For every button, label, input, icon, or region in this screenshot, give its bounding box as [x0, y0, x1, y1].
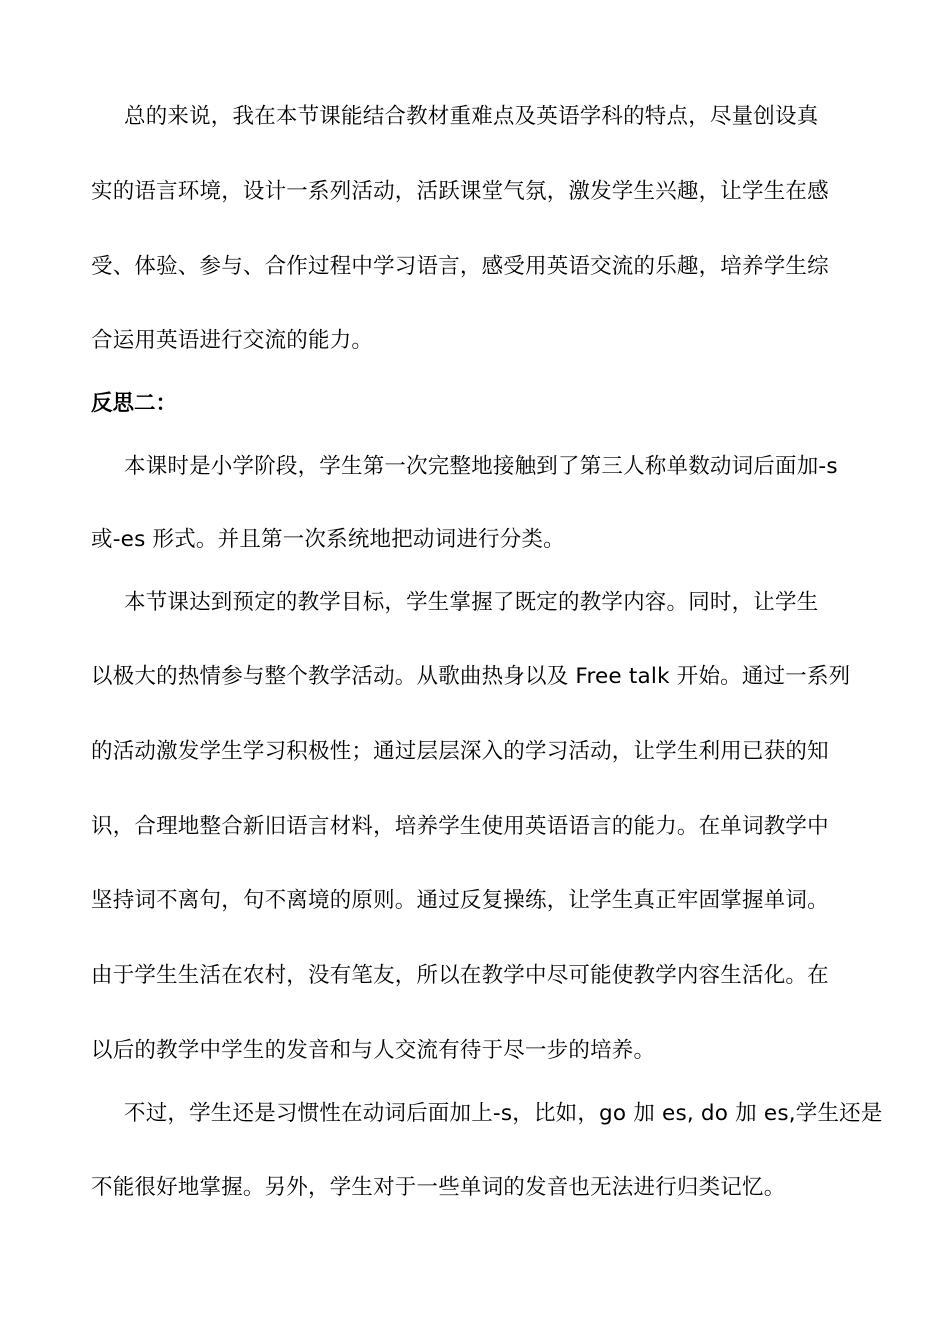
summary-line-3: 受、体验、参与、合作过程中学习语言，感受用英语交流的乐趣，培养学生综: [91, 254, 829, 279]
problems-line-2: 不能很好地掌握。另外，学生对于一些单词的发音也无法进行归类记忆。: [91, 1175, 786, 1200]
lesson-line-2: 或-es 形式。并且第一次系统地把动词进行分类。: [91, 527, 565, 552]
goals-line-4: 识，合理地整合新旧语言材料，培养学生使用英语语言的能力。在单词教学中: [91, 814, 829, 839]
goals-line-5: 坚持词不离句，句不离境的原则。通过反复操练，让学生真正牢固掌握单词。: [91, 888, 829, 913]
goals-line-6: 由于学生生活在农村，没有笔友，所以在教学中尽可能使教学内容生活化。在: [91, 963, 829, 988]
summary-line-4: 合运用英语进行交流的能力。: [91, 328, 374, 353]
problems-line-1: 不过，学生还是习惯性在动词后面加上-s，比如，go 加 es, do 加 es,学生还是: [124, 1101, 883, 1126]
summary-line-1: 总的来说，我在本节课能结合教材重难点及英语学科的特点，尽量创设真: [124, 104, 819, 129]
goals-line-1: 本节课达到预定的教学目标，学生掌握了既定的教学内容。同时，让学生: [124, 590, 819, 615]
goals-line-2: 以极大的热情参与整个教学活动。从歌曲热身以及 Free talk 开始。通过一系列: [91, 664, 851, 689]
goals-line-7: 以后的教学中学生的发音和与人交流有待于尽一步的培养。: [91, 1038, 656, 1063]
goals-line-3: 的活动激发学生学习积极性；通过层层深入的学习活动，让学生利用已获的知: [91, 739, 829, 764]
lesson-line-1: 本课时是小学阶段，学生第一次完整地接触到了第三人称单数动词后面加-s: [124, 454, 838, 479]
heading-reflection-2: 反思二：: [91, 391, 178, 416]
summary-line-2: 实的语言环境，设计一系列活动，活跃课堂气氛，激发学生兴趣，让学生在感: [91, 179, 829, 204]
